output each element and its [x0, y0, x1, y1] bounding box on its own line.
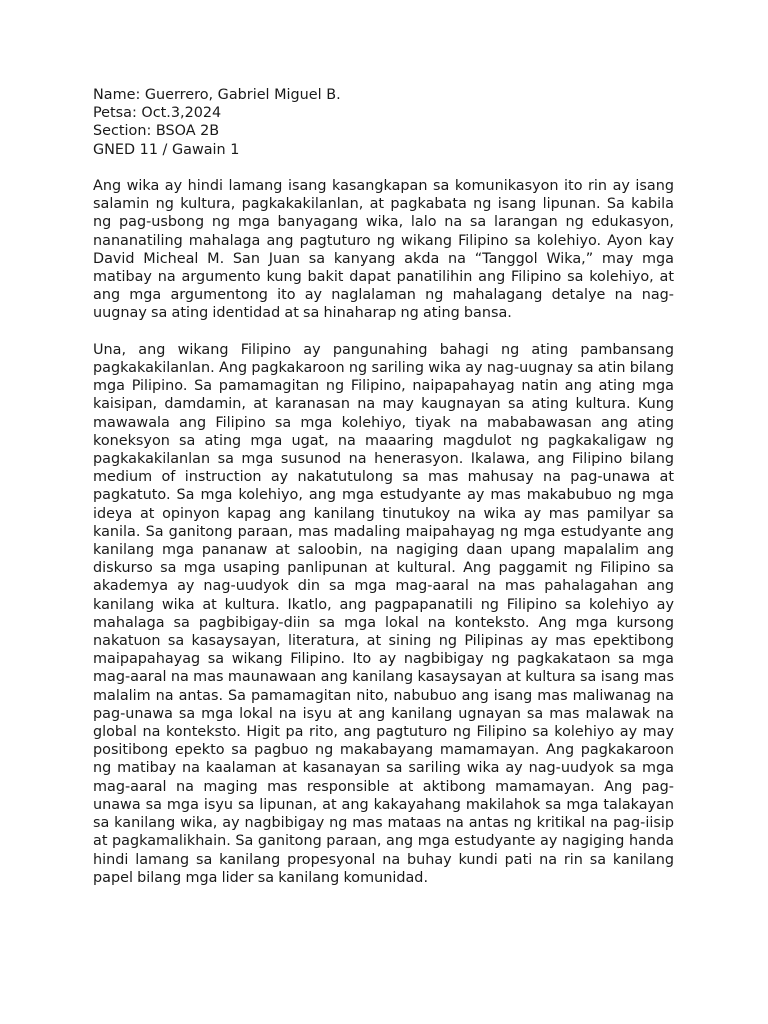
- document-page: [93, 86, 674, 887]
- document-body: [93, 177, 674, 887]
- submission-date: Petsa: Oct.3,2024: [93, 105, 222, 122]
- document-header: [93, 86, 674, 159]
- class-section: Section: BSOA 2B: [93, 123, 220, 140]
- paragraph-arguments: Una, ang wikang Filipino ay pangunahing bahagi ng ating pambansang pagkakakilanlan. Ang pagkakaroon ng sariling wika ay nag-uugnay sa atin bilang mga Pilipino. Sa pamamagitan ng Filipino, naipapahayag natin ang ating mga kaisipan, damdamin, at karanasan na may kaugnayan sa ating kultura. Kung mawawala ang Filipino sa mga kolehiyo, tiyak na mababawasan ang ating koneksyon sa ating mga ugat, na maaaring magdulot ng pagkakaligaw ng pagkakakilanlan sa mga susunod na henerasyon. Ikalawa, ang Filipino bilang medium of instruction ay nakatutulong sa mas mahusay na pag-unawa at pagkatuto. Sa mga kolehiyo, ang mga estudyante ay mas makabubuo ng mga ideya at opinyon kapag ang kanilang tinutukoy na wika ay mas pamilyar sa kanila. Sa ganitong paraan, mas madaling maipahayag ng mga estudyante ang kanilang mga pananaw at saloobin, na nagiging daan upang mapalalim ang diskurso sa mga usaping panlipunan at kultural. Ang paggamit ng Filipino sa akademya ay nag-uudyok din sa mga mag-aaral na mas pahalagahan ang kanilang wika at kultura. Ikatlo, ang pagpapanatili ng Filipino sa kolehiyo ay mahalaga sa pagbibigay-diin sa mga lokal na konteksto. Ang mga kursong nakatuon sa kasaysayan, literatura, at sining ng Pilipinas ay mas epektibong maipapahayag sa wikang Filipino. Ito ay nagbibigay ng pagkakataon sa mga mag-aaral na mas maunawaan ang kanilang kasaysayan at kultura sa isang mas malalim na antas. Sa pamamagitan nito, nabubuo ang isang mas maliwanag na pag-unawa sa mga lokal na isyu at ang kanilang ugnayan sa mas malawak na global na konteksto. Higit pa rito, ang pagtuturo ng Filipino sa kolehiyo ay may positibong epekto sa pagbuo ng makabayang mamamayan. Ang pagkakaroon ng matibay na kaalaman at kasanayan sa sariling wika ay nag-uudyok sa mga mag-aaral na maging mas responsible at aktibong mamamayan. Ang pag-unawa sa mga isyu sa lipunan, at ang kakayahang makilahok sa mga talakayan sa kanilang wika, ay nagbibigay ng mas mataas na antas ng kritikal na pag-iisip at pagkamalikhain. Sa ganitong paraan, ang mga estudyante ay nagiging handa hindi lamang sa kanilang propesyonal na buhay kundi pati na rin sa kanilang papel bilang mga lider sa kanilang komunidad.: [93, 341, 674, 886]
- student-name: Name: Guerrero, Gabriel Miguel B.: [93, 87, 341, 103]
- paragraph-introduction: Ang wika ay hindi lamang isang kasangkapan sa komunikasyon ito rin ay isang salamin ng kultura, pagkakakilanlan, at pagkabata ng isang lipunan. Sa kabila ng pag-usbong ng mga banyagang wika, lalo na sa larangan ng edukasyon, nananatiling mahalaga ang pagtuturo ng wikang Filipino sa kolehiyo. Ayon kay David Micheal M. San Juan sa kanyang akda na “Tanggol Wika,” may mga matibay na argumento kung bakit dapat panatilihin ang Filipino sa kolehiyo, at ang mga argumentong ito ay naglalaman ng mahalagang detalye na nag-uugnay sa ating identidad at sa hinaharap ng ating bansa.: [93, 178, 674, 322]
- course-activity: GNED 11 / Gawain 1: [93, 141, 240, 158]
